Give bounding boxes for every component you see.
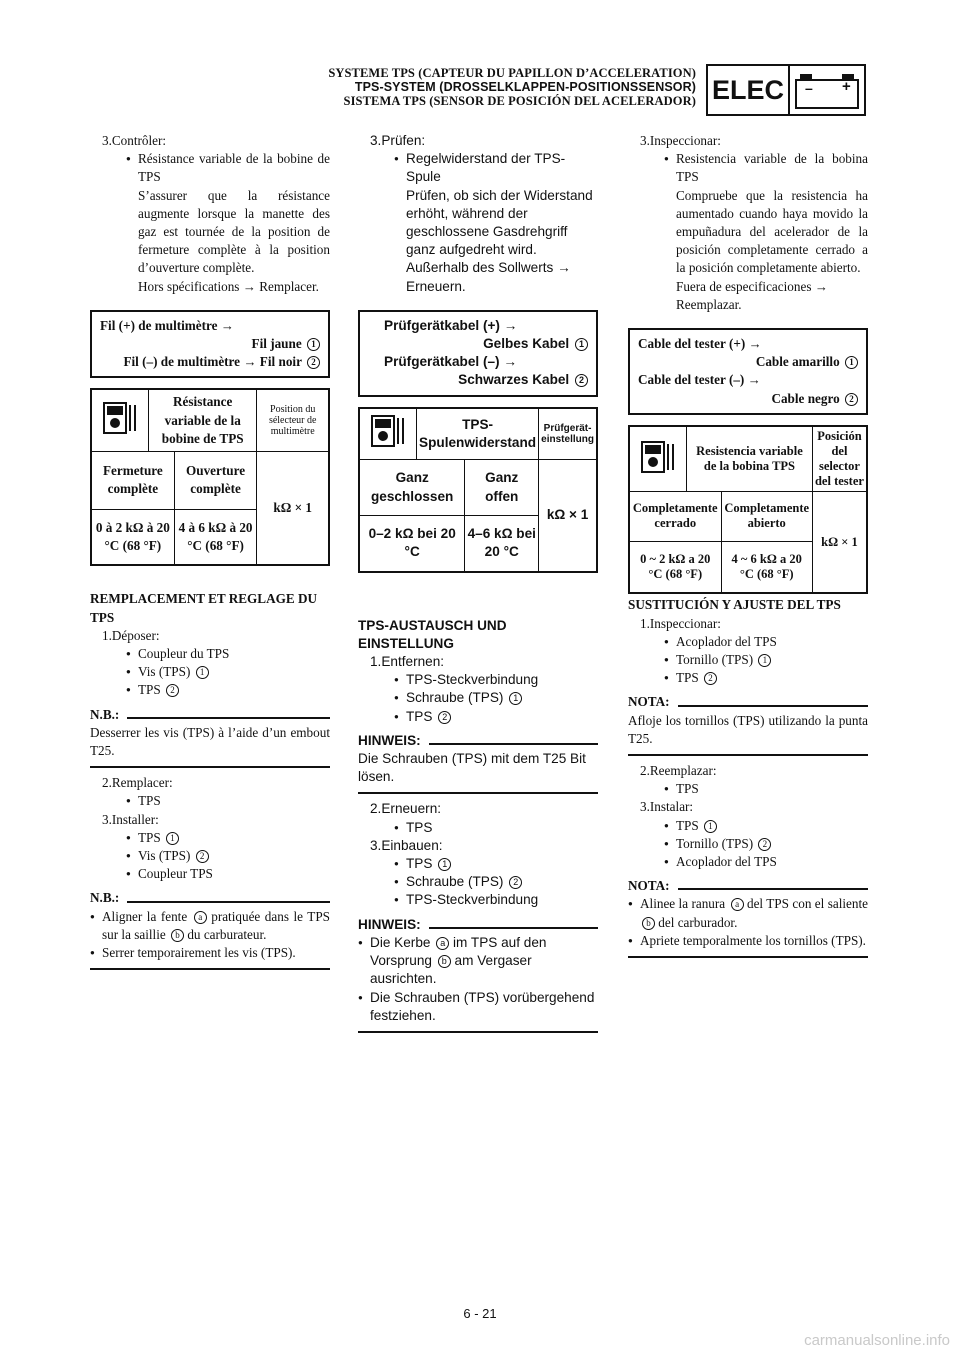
- de-step3-bullet: ● Regelwiderstand der TPS-Spule: [358, 150, 598, 186]
- es-note1: Afloje los tornillos (TPS) utilizando la punta T25.: [628, 712, 868, 746]
- fr-table-open-val: 4 à 6 kΩ à 20 °C (68 °F): [174, 509, 257, 565]
- header-line-fr: SYSTEME TPS (CAPTEUR DU PAPILLON D’ACCELERATION): [328, 66, 696, 80]
- fr-r2-b1: ● TPS: [90, 792, 330, 810]
- fr-r3-b1: ● TPS 1: [90, 829, 330, 847]
- fr-table-open: Ouverture complète: [174, 451, 257, 509]
- de-connection-box: [358, 310, 598, 397]
- de-note2-label: HINWEIS:: [358, 916, 598, 934]
- de-step3: 3.Prüfen:: [370, 133, 426, 148]
- de-table-head: TPS-Spulenwiderstand: [417, 408, 539, 460]
- de-r2-b1: ● TPS: [358, 819, 598, 837]
- es-r1-b2: ● Tornillo (TPS) 1: [628, 651, 868, 669]
- de-note2-end: [358, 1031, 598, 1033]
- de-note2-item2: ● Die Schrauben (TPS) vorübergehend festziehen.: [358, 989, 598, 1025]
- es-connection-box: [628, 328, 868, 415]
- es-step3-body: Compruebe que la resistencia ha aumentado cuando haya movido la empuñadura del acelerador de la posición completamente cerrado a la posición completamente abierto.: [676, 187, 868, 276]
- es-table-pos: Posición del selector del tester: [812, 426, 867, 492]
- fr-r1: 1.Déposer:: [102, 627, 160, 643]
- fr-table-pos: Position du sélecteur de multimètre: [257, 389, 329, 451]
- fr-conn1: Fil (+) de multimètre →: [100, 317, 234, 333]
- es-table-open-val: 4 ~ 6 kΩ a 20 °C (68 °F): [721, 541, 812, 593]
- de-r1-b3: ● TPS 2: [358, 708, 598, 726]
- de-table-open-val: 4–6 kΩ bei 20 °C: [465, 516, 539, 572]
- de-note1: Die Schrauben (TPS) mit dem T25 Bit lösen.: [358, 751, 586, 785]
- de-r2: 2.Erneuern:: [370, 801, 442, 817]
- battery-plus: +: [842, 78, 851, 95]
- elec-badge: [706, 64, 866, 116]
- de-r3-b1: ● TPS 1: [358, 855, 598, 873]
- multimeter-icon: [91, 389, 149, 451]
- fr-table-closed-val: 0 à 2 kΩ à 20 °C (68 °F): [91, 509, 174, 565]
- es-table-closed: Completamente cerrado: [629, 491, 721, 541]
- fr-r3-b3: ● Coupleur TPS: [90, 865, 330, 883]
- section-header: [240, 66, 696, 108]
- fr-note1: Desserrer les vis (TPS) à l’aide d’un embout T25.: [90, 724, 330, 759]
- fr-r2: 2.Remplacer:: [102, 775, 173, 791]
- es-table-open: Completamente abierto: [721, 491, 812, 541]
- elec-label: ELEC: [708, 66, 790, 114]
- es-note-end: [628, 754, 868, 756]
- es-r1-b1: ● Acoplador del TPS: [628, 633, 868, 651]
- de-r3-b2: ● Schraube (TPS) 2: [358, 873, 598, 891]
- es-r1-b3: ● TPS 2: [628, 669, 868, 687]
- de-table-closed: Ganz geschlossen: [359, 460, 465, 516]
- fr-r1-b2: ● Vis (TPS) 1: [90, 663, 330, 681]
- fr-conn1b: Fil jaune 1: [100, 335, 320, 353]
- column-spanish: [628, 132, 868, 964]
- fr-table-closed: Fermeture complète: [91, 451, 174, 509]
- fr-r1-b3: ● TPS 2: [90, 681, 330, 699]
- es-note-label: NOTA:: [628, 693, 868, 711]
- fr-step3-bullet: ● Résistance variable de la bobine de TPS: [90, 150, 330, 186]
- es-step3-bullet: ● Resistencia variable de la bobina TPS: [628, 150, 868, 186]
- fr-connection-box: [90, 310, 330, 379]
- de-conn2: Prüfgerätkabel (–) →: [384, 354, 517, 370]
- es-r3-b2: ● Tornillo (TPS) 2: [628, 835, 868, 853]
- de-r1: 1.Entfernen:: [370, 654, 445, 670]
- de-conn1b: Gelbes Kabel 1: [368, 335, 588, 353]
- fr-note2-item1: ● Aligner la fente a pratiquée dans le TPS sur la saillie b du carburateur.: [90, 908, 330, 944]
- fr-note2-item2: ● Serrer temporairement les vis (TPS).: [90, 944, 330, 962]
- battery-minus: –: [805, 80, 813, 96]
- fr-r3: 3.Installer:: [102, 811, 159, 827]
- es-r1: 1.Inspeccionar:: [640, 615, 721, 631]
- battery-icon: [790, 66, 864, 114]
- es-conn2: Cable del tester (–) →: [638, 372, 761, 388]
- de-table-closed-val: 0–2 kΩ bei 20 °C: [359, 516, 465, 572]
- de-r1-b2: ● Schraube (TPS) 1: [358, 689, 598, 707]
- es-table-head: Resistencia variable de la bobina TPS: [687, 426, 813, 492]
- fr-note-end: [90, 766, 330, 768]
- fr-step3-body: S’assurer que la résistance augmente lorsque la manette des gaz est tournée de la position de fermeture complète à la position d’ouverture complète.: [138, 187, 330, 276]
- multimeter-icon: [359, 408, 417, 460]
- es-conn1b: Cable amarillo 1: [638, 353, 858, 371]
- es-table-closed-val: 0 ~ 2 kΩ a 20 °C (68 °F): [629, 541, 721, 593]
- column-french: [90, 132, 330, 976]
- es-spec-table: [628, 425, 868, 595]
- de-replace-title: TPS-AUSTAUSCH UND EINSTELLUNG: [358, 617, 507, 651]
- es-note2-label: NOTA:: [628, 877, 868, 895]
- fr-r3-b2: ● Vis (TPS) 2: [90, 847, 330, 865]
- fr-table-range: kΩ × 1: [257, 451, 329, 565]
- de-r1-b1: ● TPS-Steckverbindung: [358, 671, 598, 689]
- de-note2-item1: ● Die Kerbe a im TPS auf den Vorsprung b am Vergaser ausrichten.: [358, 934, 598, 989]
- de-step3-out: Außerhalb des Sollwerts → Erneuern.: [406, 260, 571, 294]
- es-r2-b1: ● TPS: [628, 780, 868, 798]
- de-spec-table: [358, 407, 598, 573]
- es-note2-item2: ● Apriete temporalmente los tornillos (TPS).: [628, 932, 868, 950]
- fr-step3: 3.Contrôler:: [102, 133, 167, 148]
- es-note2-item1: ● Alinee la ranura a del TPS con el saliente b del carburador.: [628, 895, 868, 931]
- fr-note-label: N.B.:: [90, 706, 330, 724]
- es-conn2b: Cable negro 2: [638, 390, 858, 408]
- de-r3-b3: ● TPS-Steckverbindung: [358, 891, 598, 909]
- es-r3: 3.Instalar:: [640, 799, 694, 815]
- de-table-pos: Prüfgerät-einstellung: [539, 408, 597, 460]
- column-german: [358, 132, 598, 1039]
- header-line-es: SISTEMA TPS (SENSOR DE POSICIÓN DEL ACELERADOR): [343, 94, 696, 108]
- fr-table-head: Résistance variable de la bobine de TPS: [149, 389, 257, 451]
- de-note-end: [358, 792, 598, 794]
- watermark: carmanualsonline.info: [804, 1332, 950, 1349]
- de-step3-body: Prüfen, ob sich der Widerstand erhöht, während der geschlossene Gasdrehgriff ganz aufgedreht wird.: [406, 187, 593, 258]
- fr-r1-b1: ● Coupleur du TPS: [90, 645, 330, 663]
- es-r3-b1: ● TPS 1: [628, 817, 868, 835]
- es-step3-out: Fuera de especificaciones → Reemplazar.: [676, 278, 828, 312]
- multimeter-icon: [629, 426, 687, 492]
- es-conn1: Cable del tester (+) →: [638, 336, 762, 352]
- de-conn2b: Schwarzes Kabel 2: [368, 371, 588, 389]
- fr-note2-label: N.B.:: [90, 889, 330, 907]
- es-step3: 3.Inspeccionar:: [640, 133, 721, 148]
- fr-step3-out: Hors spécifications → Remplacer.: [138, 278, 319, 294]
- de-table-range: kΩ × 1: [539, 460, 597, 572]
- es-r2: 2.Reemplazar:: [640, 762, 717, 778]
- es-table-range: kΩ × 1: [812, 491, 867, 593]
- fr-conn2: Fil (–) de multimètre → Fil noir 2: [100, 353, 320, 371]
- de-table-open: Ganz offen: [465, 460, 539, 516]
- page-number: 6 - 21: [463, 1306, 497, 1321]
- de-r3: 3.Einbauen:: [370, 837, 443, 853]
- es-note2-end: [628, 956, 868, 958]
- fr-note2-end: [90, 968, 330, 970]
- fr-replace-title: REMPLACEMENT ET REGLAGE DU TPS: [90, 591, 318, 625]
- de-note-label: HINWEIS:: [358, 732, 598, 750]
- de-conn1: Prüfgerätkabel (+) →: [384, 317, 518, 333]
- es-replace-title: SUSTITUCIÓN Y AJUSTE DEL TPS: [628, 597, 841, 613]
- es-r3-b3: ● Acoplador del TPS: [628, 853, 868, 871]
- header-line-de: TPS-SYSTEM (DROSSELKLAPPEN-POSITIONSSENSOR): [354, 80, 696, 94]
- fr-spec-table: [90, 388, 330, 566]
